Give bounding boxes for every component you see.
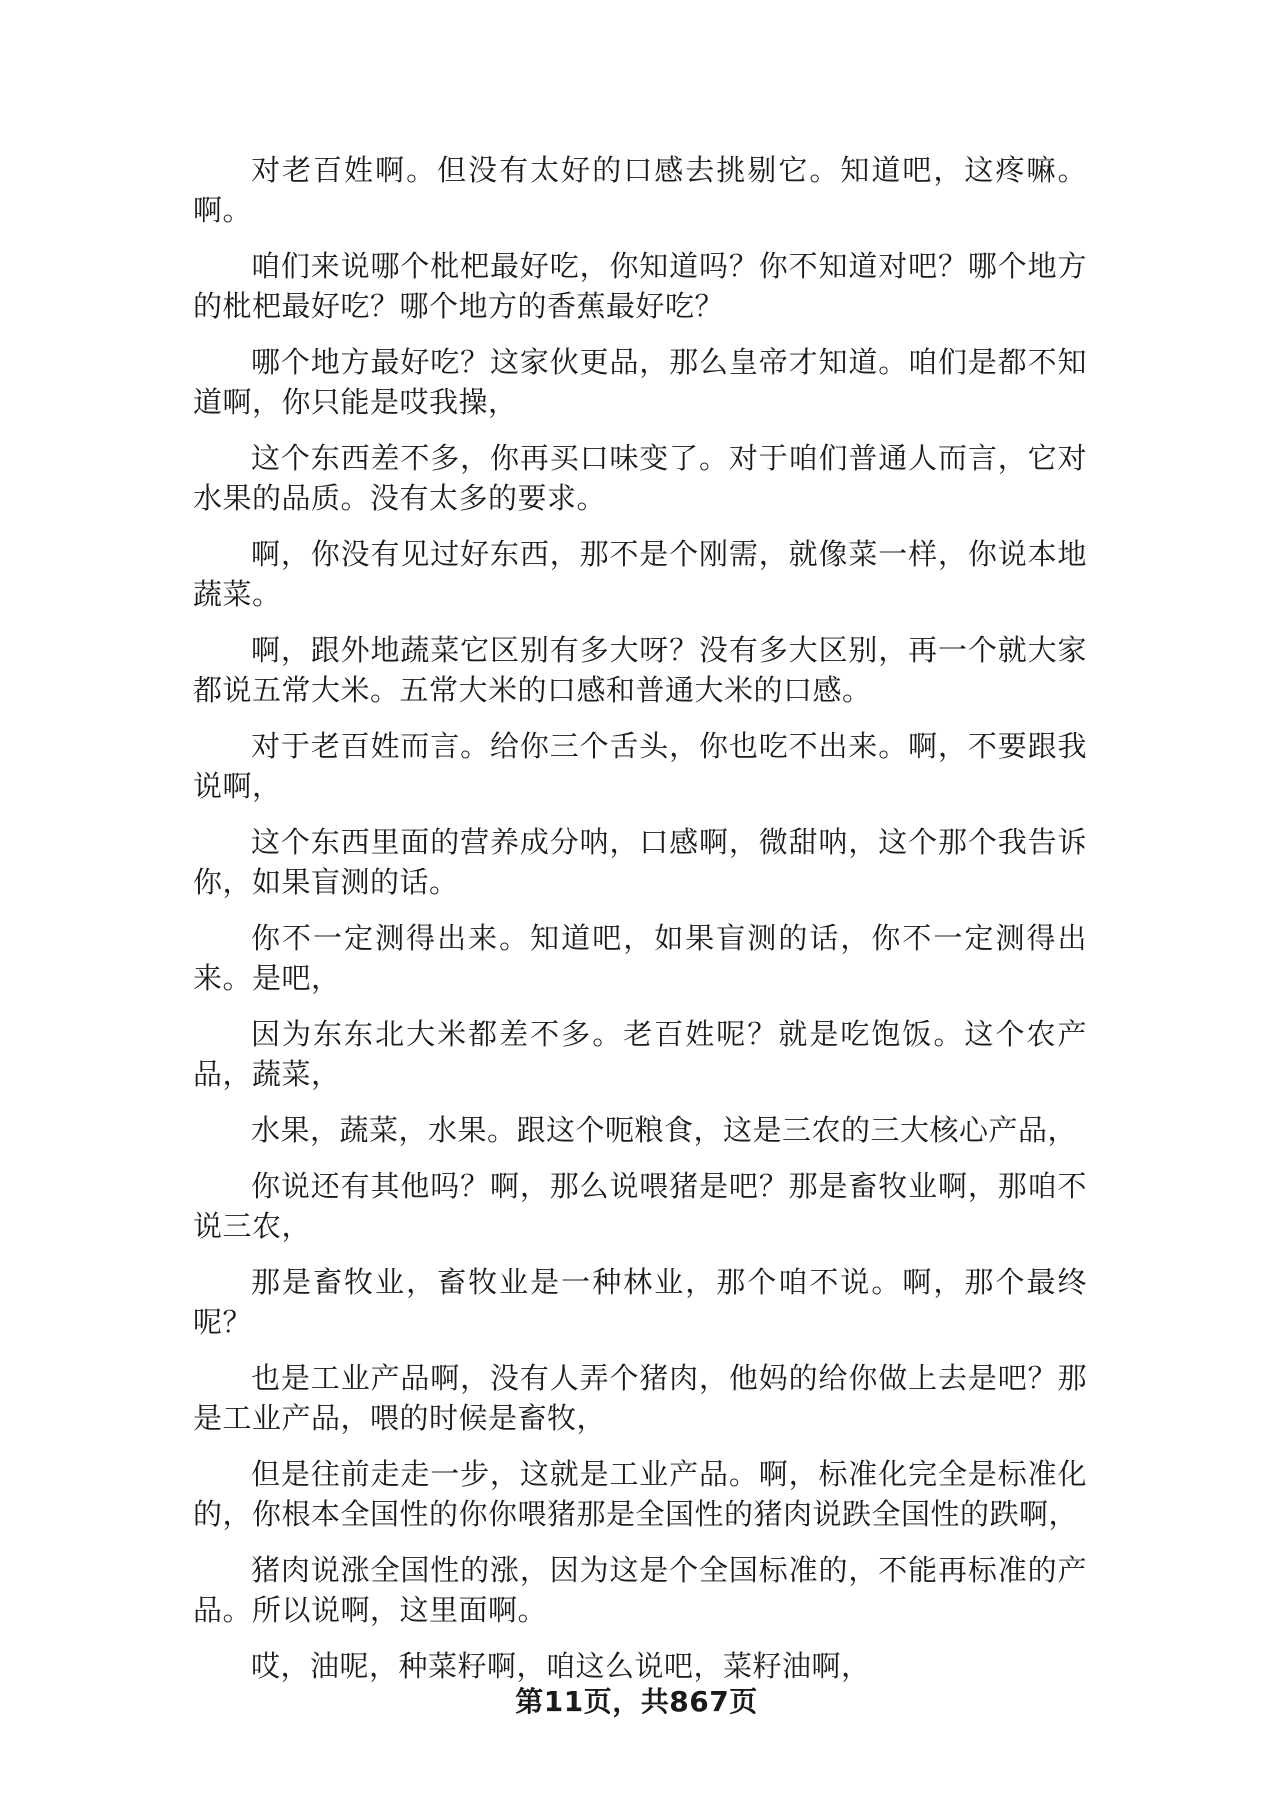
paragraph: 但是往前走走一步，这就是工业产品。啊，标准化完全是标准化的，你根本全国性的你你喂猪那是全国性的猪肉说跌全国性的跌啊， bbox=[193, 1457, 1087, 1531]
paragraph: 这个东西里面的营养成分呐，口感啊，微甜呐，这个那个我告诉你，如果盲测的话。 bbox=[193, 825, 1087, 899]
paragraph: 猪肉说涨全国性的涨，因为这是个全国标准的，不能再标准的产品。所以说啊，这里面啊。 bbox=[193, 1553, 1087, 1627]
paragraph: 对老百姓啊。但没有太好的口感去挑剔它。知道吧，这疼嘛。啊。 bbox=[193, 153, 1087, 227]
paragraph: 哪个地方最好吃？这家伙更品，那么皇帝才知道。咱们是都不知道啊，你只能是哎我操， bbox=[193, 345, 1087, 419]
paragraph: 你说还有其他吗？啊，那么说喂猪是吧？那是畜牧业啊，那咱不说三农， bbox=[193, 1169, 1087, 1243]
paragraph: 咱们来说哪个枇杷最好吃，你知道吗？你不知道对吧？哪个地方的枇杷最好吃？哪个地方的香蕉最好吃？ bbox=[193, 249, 1087, 323]
document-body bbox=[193, 150, 1087, 1702]
paragraph: 啊，你没有见过好东西，那不是个刚需，就像菜一样，你说本地蔬菜。 bbox=[193, 537, 1087, 611]
paragraph: 也是工业产品啊，没有人弄个猪肉，他妈的给你做上去是吧？那是工业产品，喂的时候是畜牧， bbox=[193, 1361, 1087, 1435]
paragraph: 这个东西差不多，你再买口味变了。对于咱们普通人而言，它对水果的品质。没有太多的要求。 bbox=[193, 441, 1087, 515]
paragraph: 那是畜牧业，畜牧业是一种林业，那个咱不说。啊，那个最终呢？ bbox=[193, 1265, 1087, 1339]
paragraph: 哎，油呢，种菜籽啊，咱这么说吧，菜籽油啊， bbox=[251, 1649, 871, 1683]
paragraph: 你不一定测得出来。知道吧，如果盲测的话，你不一定测得出来。是吧， bbox=[193, 921, 1087, 995]
paragraph: 啊，跟外地蔬菜它区别有多大呀？没有多大区别，再一个就大家都说五常大米。五常大米的口感和普通大米的口感。 bbox=[193, 633, 1087, 707]
paragraph: 水果，蔬菜，水果。跟这个呃粮食，这是三农的三大核心产品， bbox=[251, 1113, 1078, 1147]
paragraph: 对于老百姓而言。给你三个舌头，你也吃不出来。啊，不要跟我说啊， bbox=[193, 729, 1087, 803]
page-number-footer: 第11页，共867页 bbox=[515, 1685, 758, 1718]
paragraph: 因为东东北大米都差不多。老百姓呢？就是吃饱饭。这个农产品，蔬菜， bbox=[193, 1017, 1087, 1091]
